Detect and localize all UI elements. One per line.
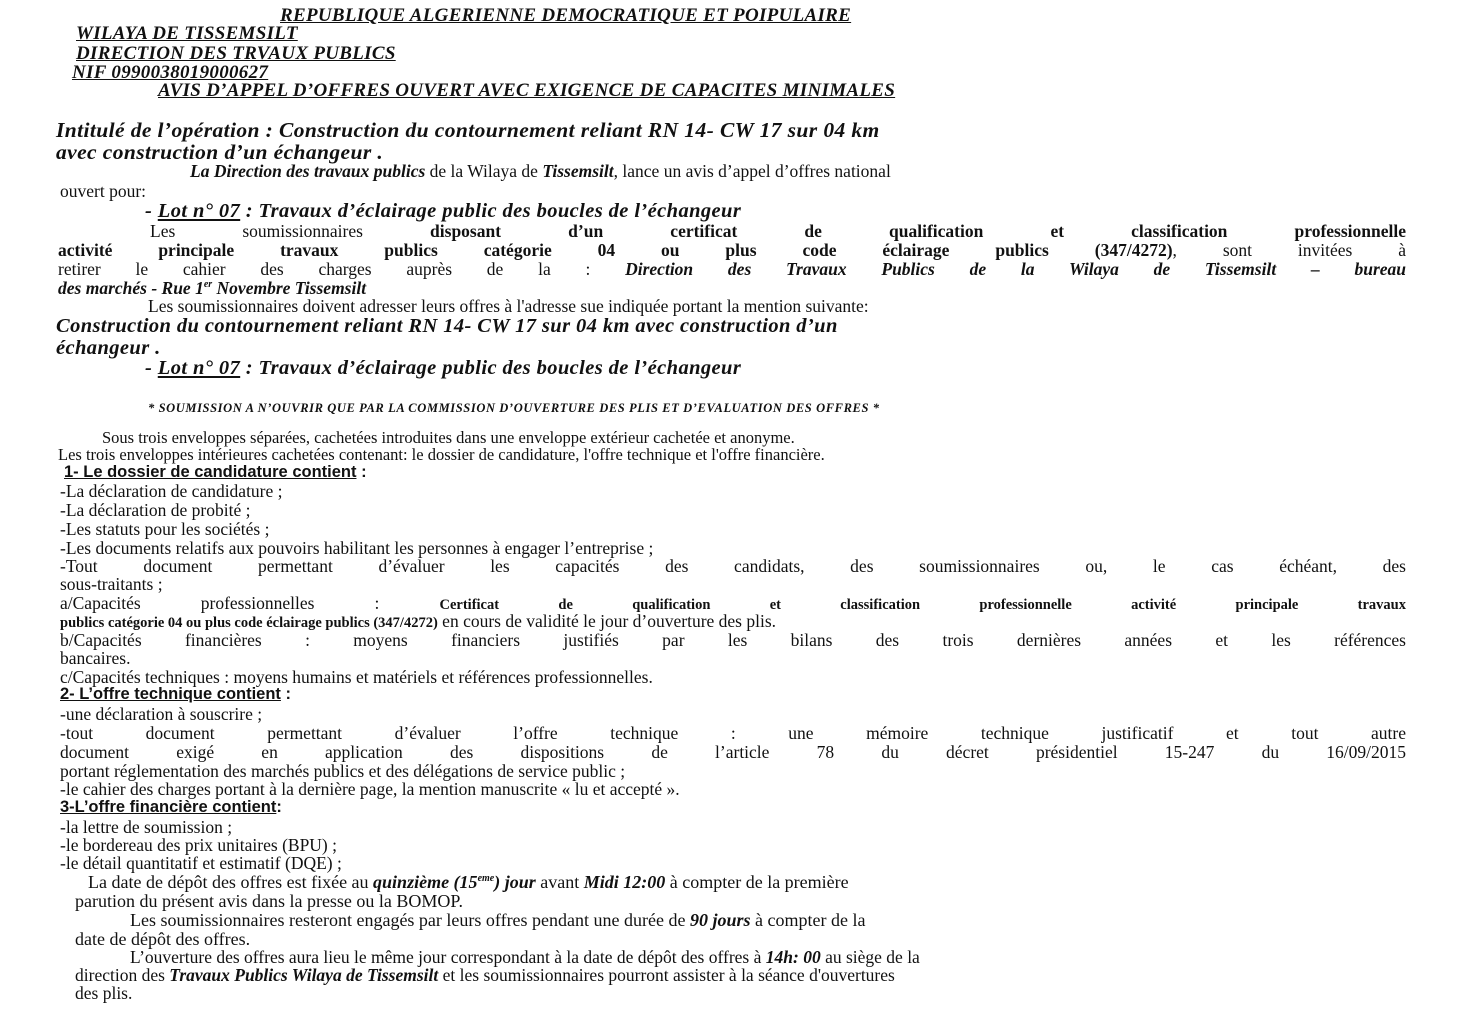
retrait-text: Les soumissionnaires [150, 221, 431, 241]
retrait-activite: activité principale travaux publics catégorie 04 ou plus code éclairage publics (347/4272) [58, 240, 1173, 260]
soumission-note: * SOUMISSION A N’OUVRIR QUE PAR LA COMMISSION D’OUVERTURE DES PLIS ET D’EVALUATION DES OFFRES * [148, 401, 880, 415]
engagement-text-a: Les soumissionnaires resteront engagés par leurs offres pendant une durée de [130, 910, 690, 930]
ouverture-travaux: Travaux Publics Wilaya de Tissemsilt [169, 965, 439, 985]
header-nif: NIF 0990038019000627 [72, 62, 269, 83]
ouverture-assister: et les soumissionnaires pourront assister à la séance d'ouvertures [438, 965, 895, 985]
capacites-pro-certificat: Certificat de qualification et classification professionnelle activité principale travaux [439, 597, 1407, 613]
header-direction: DIRECTION DES TRVAUX PUBLICS [76, 43, 396, 64]
ouverture-text-a: L’ouverture des offres aura lieu le même jour correspondant à la date de dépôt des offres à [130, 947, 766, 967]
intitule-line-2: avec construction d’un échangeur . [56, 140, 384, 164]
lot-heading-2 [145, 357, 741, 380]
section-1-title: 1- Le dossier de candidature contient [64, 463, 357, 481]
intro-direction: La Direction des travaux publics [190, 161, 426, 181]
section-3-item: -le détail quantitatif et estimatif (DQE) ; [60, 853, 342, 873]
depot-text-a: La date de dépôt des offres est fixée au [88, 872, 374, 892]
intro-line-1 [190, 161, 891, 182]
adresse-line-2: Construction du contournement reliant RN 14- CW 17 sur 04 km avec construction d’un [56, 315, 838, 337]
lot-dash: - [145, 357, 158, 379]
header-republic: REPUBLIQUE ALGERIENNE DEMOCRATIQUE ET POIPULAIRE [280, 5, 852, 26]
capacites-pro-line-2 [60, 611, 776, 632]
retrait-line-2 [58, 240, 1406, 261]
section-3-title: 3-L’offre financière contient [60, 798, 277, 816]
adresse-line-1: Les soumissionnaires doivent adresser leurs offres à l'adresse sue indiquée portant la mention suivante: [148, 296, 869, 316]
ouverture-line-3: des plis. [75, 983, 133, 1003]
section-1-heading [64, 463, 367, 482]
enveloppes-line-1: Sous trois enveloppes séparées, cachetées introduites dans une enveloppe extérieur cachetée et anonyme. [102, 428, 795, 447]
retrait-line-3 [58, 259, 1406, 280]
section-2-tout-line-1: -tout document permettant d’évaluer l’offre technique : une mémoire technique justificatif et tout autre [60, 723, 1406, 743]
retrait-invitees: , sont invitées à [1172, 240, 1406, 260]
section-2-tout-line-2: document exigé en application des dispositions de l’article 78 du décret présidentiel 15-247 du 16/09/2015 [60, 742, 1406, 762]
retrait-rue: Novembre Tissemsilt [212, 278, 367, 298]
section-1-item: -Les documents relatifs aux pouvoirs habilitant les personnes à engager l’entreprise ; [60, 538, 654, 558]
retrait-retirer: retirer le cahier des charges auprès de la : [58, 259, 626, 279]
capacites-fin-line-1: b/Capacités financières : moyens financiers justifiés par les bilans des trois dernières années et les références [60, 630, 1406, 650]
section-2-colon: : [280, 685, 292, 703]
depot-quinzieme: quinzième (15 [373, 872, 478, 892]
section-2-item: -une déclaration à souscrire ; [60, 704, 263, 724]
section-2-title: 2- L’offre technique contient [60, 685, 281, 703]
lot-number: Lot n° 07 [157, 357, 241, 379]
intro-tissemsilt: Tissemsilt [542, 161, 614, 181]
section-1-item: -La déclaration de candidature ; [60, 481, 283, 501]
capacites-pro-label: a/Capacités professionnelles : [60, 593, 440, 613]
section-1-colon: : [356, 463, 367, 481]
retrait-line-1 [150, 221, 1406, 242]
intro-text-b: , lance un avis d’appel d’offres national [613, 161, 891, 181]
lot-heading-1 [145, 200, 741, 223]
depot-line-1 [88, 872, 849, 893]
retrait-bureau: des marchés - Rue 1 [58, 278, 204, 298]
capacites-fin-line-2: bancaires. [60, 648, 131, 668]
lot-number: Lot n° 07 [157, 200, 241, 222]
lot-text: : Travaux d’éclairage public des boucles de l’échangeur [240, 200, 742, 222]
section-3-item: -le bordereau des prix unitaires (BPU) ; [60, 835, 338, 855]
lot-dash: - [145, 200, 158, 222]
depot-jour: ) jour [494, 872, 536, 892]
section-1-item: -Les statuts pour les sociétés ; [60, 519, 270, 539]
retrait-direction: Direction des Travaux Publics de la Wilaya de Tissemsilt – bureau [625, 259, 1407, 279]
capacites-pro-validite: en cours de validité le jour d’ouverture des plis. [437, 611, 777, 631]
enveloppes-line-2: Les trois enveloppes intérieures cachetées contenant: le dossier de candidature, l'offre technique et l'offre financière. [58, 445, 825, 464]
section-3-item: -la lettre de soumission ; [60, 817, 233, 837]
adresse-line-3: échangeur . [56, 337, 161, 359]
lot-text: : Travaux d’éclairage public des boucles de l’échangeur [240, 357, 742, 379]
intitule-line-1: Intitulé de l’opération : Construction du contournement reliant RN 14- CW 17 sur 04 km [56, 118, 880, 142]
engagement-jours: 90 jours [690, 910, 751, 930]
intro-text-a: de la Wilaya de [425, 161, 543, 181]
engagement-line-1 [130, 910, 865, 931]
depot-line-2: parution du présent avis dans la presse ou la BOMOP. [75, 891, 463, 911]
ouverture-direction: direction des [75, 965, 170, 985]
intro-line-2: ouvert pour: [60, 181, 147, 201]
retrait-sup: er [203, 279, 213, 291]
section-1-tout-line-2: sous-traitants ; [60, 574, 163, 594]
section-2-tout-line-3: portant réglementation des marchés publics et des délégations de service public ; [60, 761, 626, 781]
header-avis-title: AVIS D’APPEL D’OFFRES OUVERT AVEC EXIGENCE DE CAPACITES MINIMALES [158, 80, 896, 101]
engagement-line-2: date de dépôt des offres. [75, 929, 251, 949]
ouverture-text-c: au siège de la [820, 947, 920, 967]
section-1-tout-line-1: -Tout document permettant d’évaluer les capacités des candidats, des soumissionnaires ou, le cas échéant, des [60, 556, 1406, 576]
depot-midi: Midi 12:00 [583, 872, 666, 892]
ouverture-heure: 14h: 00 [765, 947, 821, 967]
section-3-colon: : [276, 798, 282, 816]
ouverture-line-2 [75, 965, 895, 986]
section-3-heading [60, 798, 282, 817]
header-wilaya: WILAYA DE TISSEMSILT [76, 23, 298, 44]
depot-sup: eme [477, 873, 495, 884]
section-2-heading [60, 685, 291, 704]
capacites-tech: c/Capacités techniques : moyens humains et matériels et références professionnelles. [60, 667, 653, 687]
engagement-text-c: à compter de la [750, 910, 866, 930]
retrait-certificat: disposant d’un certificat de qualification et classification professionnelle [430, 221, 1407, 241]
depot-text-f: à compter de la première [665, 872, 849, 892]
depot-text-d: avant [535, 872, 584, 892]
section-2-cahier: -le cahier des charges portant à la dernière page, la mention manuscrite « lu et accepté ». [60, 779, 680, 799]
section-1-item: -La déclaration de probité ; [60, 500, 251, 520]
capacites-pro-categorie: publics catégorie 04 ou plus code éclairage publics (347/4272) [60, 615, 438, 631]
